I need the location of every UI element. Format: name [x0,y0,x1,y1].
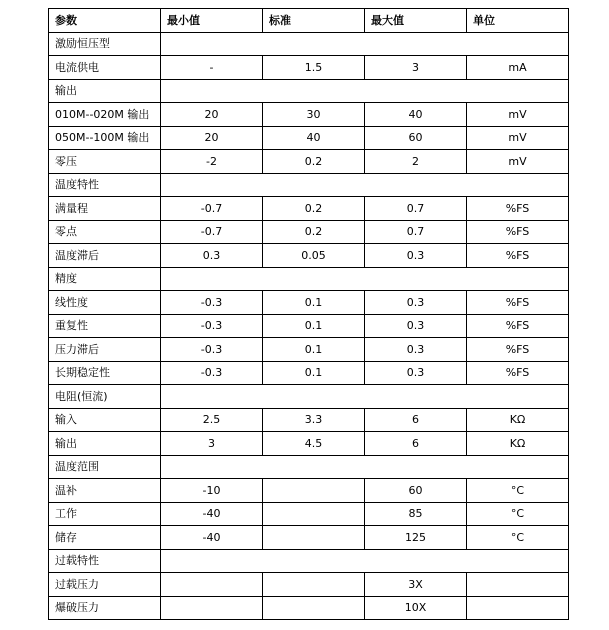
max-cell: 10X [365,596,467,620]
table-header-row [49,9,569,33]
section-row [49,385,569,409]
section-label: 温度特性 [49,173,161,197]
param-cell: 电流供电 [49,56,161,80]
unit-cell: mV [467,103,569,127]
param-cell: 零点 [49,220,161,244]
min-cell: -2 [161,150,263,174]
header-typ: 标准 [263,9,365,33]
unit-cell: %FS [467,244,569,268]
header-max: 最大值 [365,9,467,33]
typ-cell: 0.2 [263,220,365,244]
min-cell: -0.3 [161,291,263,315]
min-cell: -40 [161,526,263,550]
table-row [49,526,569,550]
min-cell: -40 [161,502,263,526]
unit-cell: KΩ [467,432,569,456]
section-filler [161,455,569,479]
param-cell: 输出 [49,432,161,456]
table-row [49,220,569,244]
table-row [49,596,569,620]
typ-cell: 0.1 [263,361,365,385]
section-label: 输出 [49,79,161,103]
max-cell: 60 [365,126,467,150]
section-row [49,173,569,197]
typ-cell [263,596,365,620]
min-cell: -0.7 [161,197,263,221]
table-row [49,56,569,80]
min-cell: 2.5 [161,408,263,432]
min-cell [161,596,263,620]
table-row [49,126,569,150]
min-cell: - [161,56,263,80]
typ-cell [263,573,365,597]
param-cell: 输入 [49,408,161,432]
min-cell: 20 [161,126,263,150]
param-cell: 爆破压力 [49,596,161,620]
param-cell: 重复性 [49,314,161,338]
typ-cell [263,502,365,526]
typ-cell: 0.1 [263,314,365,338]
param-cell: 温补 [49,479,161,503]
table-row [49,338,569,362]
unit-cell [467,573,569,597]
max-cell: 0.3 [365,361,467,385]
section-row [49,549,569,573]
section-label: 激励恒压型 [49,32,161,56]
unit-cell: %FS [467,291,569,315]
typ-cell: 4.5 [263,432,365,456]
unit-cell: °C [467,526,569,550]
max-cell: 3X [365,573,467,597]
max-cell: 0.3 [365,291,467,315]
unit-cell [467,596,569,620]
unit-cell: mV [467,150,569,174]
table-row [49,197,569,221]
min-cell [161,573,263,597]
param-cell: 长期稳定性 [49,361,161,385]
unit-cell: %FS [467,220,569,244]
typ-cell: 1.5 [263,56,365,80]
param-cell: 过载压力 [49,573,161,597]
section-row [49,455,569,479]
param-cell: 温度滞后 [49,244,161,268]
typ-cell: 30 [263,103,365,127]
header-param: 参数 [49,9,161,33]
table-row [49,573,569,597]
unit-cell: KΩ [467,408,569,432]
max-cell: 0.3 [365,338,467,362]
section-filler [161,267,569,291]
unit-cell: mA [467,56,569,80]
param-cell: 工作 [49,502,161,526]
typ-cell: 0.2 [263,197,365,221]
param-cell: 050M--100M 输出 [49,126,161,150]
min-cell: -0.7 [161,220,263,244]
section-label: 精度 [49,267,161,291]
table-row [49,408,569,432]
section-label: 温度范围 [49,455,161,479]
unit-cell: °C [467,479,569,503]
unit-cell: mV [467,126,569,150]
unit-cell: %FS [467,314,569,338]
header-unit: 单位 [467,9,569,33]
typ-cell: 0.2 [263,150,365,174]
max-cell: 2 [365,150,467,174]
typ-cell [263,479,365,503]
spec-table [48,8,569,620]
table-row [49,150,569,174]
max-cell: 40 [365,103,467,127]
table-row [49,314,569,338]
typ-cell [263,526,365,550]
unit-cell: %FS [467,197,569,221]
typ-cell: 0.1 [263,338,365,362]
param-cell: 010M--020M 输出 [49,103,161,127]
table-row [49,502,569,526]
max-cell: 0.7 [365,220,467,244]
max-cell: 3 [365,56,467,80]
min-cell: -10 [161,479,263,503]
min-cell: -0.3 [161,338,263,362]
section-row [49,79,569,103]
max-cell: 60 [365,479,467,503]
typ-cell: 0.1 [263,291,365,315]
min-cell: 3 [161,432,263,456]
table-row [49,432,569,456]
max-cell: 6 [365,408,467,432]
section-label: 电阻(恒流) [49,385,161,409]
table-row [49,479,569,503]
param-cell: 压力滞后 [49,338,161,362]
param-cell: 线性度 [49,291,161,315]
min-cell: -0.3 [161,314,263,338]
max-cell: 6 [365,432,467,456]
max-cell: 0.3 [365,314,467,338]
spec-table-body [49,9,569,620]
param-cell: 满量程 [49,197,161,221]
section-filler [161,385,569,409]
section-filler [161,79,569,103]
section-row [49,267,569,291]
max-cell: 0.7 [365,197,467,221]
min-cell: 0.3 [161,244,263,268]
param-cell: 零压 [49,150,161,174]
table-row [49,291,569,315]
max-cell: 125 [365,526,467,550]
unit-cell: %FS [467,338,569,362]
param-cell: 储存 [49,526,161,550]
section-row [49,32,569,56]
max-cell: 0.3 [365,244,467,268]
typ-cell: 40 [263,126,365,150]
unit-cell: %FS [467,361,569,385]
min-cell: 20 [161,103,263,127]
section-filler [161,173,569,197]
typ-cell: 3.3 [263,408,365,432]
table-row [49,244,569,268]
min-cell: -0.3 [161,361,263,385]
section-filler [161,32,569,56]
typ-cell: 0.05 [263,244,365,268]
max-cell: 85 [365,502,467,526]
unit-cell: °C [467,502,569,526]
section-label: 过载特性 [49,549,161,573]
table-row [49,361,569,385]
header-min: 最小值 [161,9,263,33]
table-row [49,103,569,127]
section-filler [161,549,569,573]
